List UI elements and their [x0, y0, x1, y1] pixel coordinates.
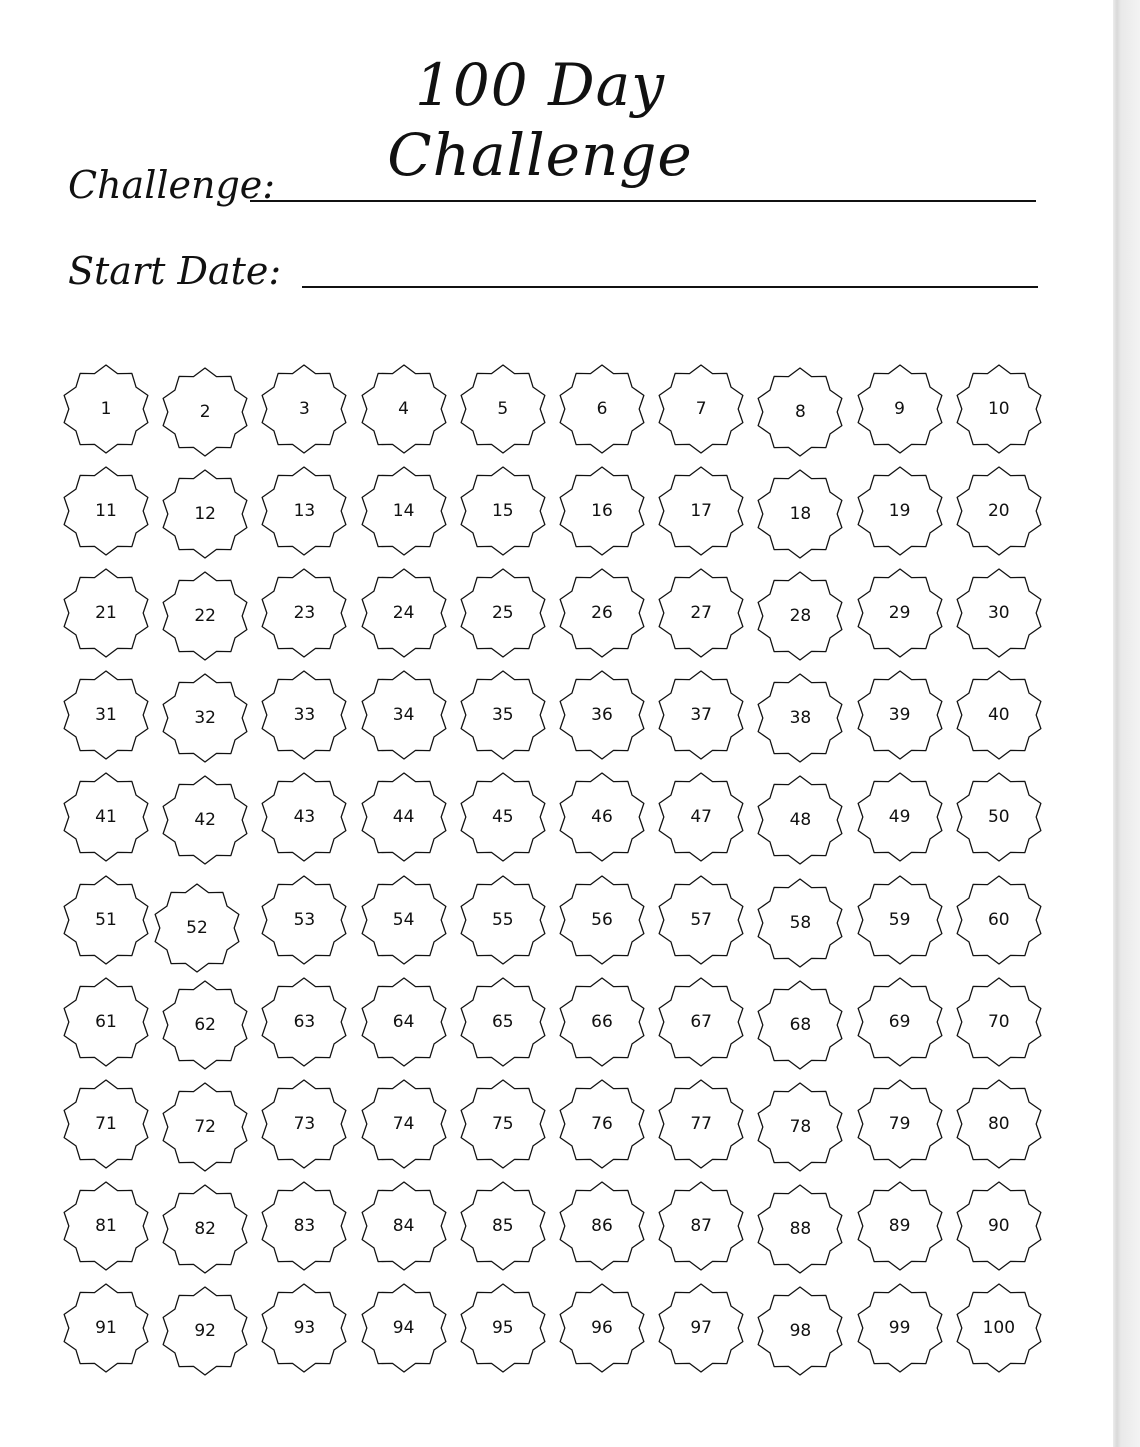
- day-badge[interactable]: [755, 1082, 845, 1172]
- day-number: 69: [888, 1011, 911, 1032]
- day-badge[interactable]: [855, 977, 945, 1067]
- day-badge[interactable]: [61, 1181, 151, 1271]
- day-number: 27: [690, 603, 712, 624]
- day-badge[interactable]: [755, 1184, 845, 1274]
- day-badge[interactable]: [259, 364, 349, 454]
- day-badge[interactable]: [458, 670, 548, 760]
- day-badge[interactable]: [359, 1181, 449, 1271]
- day-badge[interactable]: [557, 977, 647, 1067]
- day-badge[interactable]: [160, 980, 250, 1070]
- day-number: 49: [888, 807, 911, 828]
- day-badge[interactable]: [557, 1181, 647, 1271]
- day-number: 67: [690, 1011, 712, 1032]
- day-badge[interactable]: [656, 670, 746, 760]
- day-number: 95: [491, 1317, 514, 1338]
- day-badge[interactable]: [557, 772, 647, 862]
- day-number: 66: [591, 1011, 613, 1032]
- day-badge[interactable]: [954, 977, 1044, 1067]
- day-badge[interactable]: [458, 364, 548, 454]
- day-badge[interactable]: [160, 775, 250, 865]
- day-number: 56: [591, 909, 613, 930]
- day-number: 71: [95, 1113, 117, 1134]
- day-number: 2: [199, 402, 211, 422]
- day-badge[interactable]: [954, 875, 1044, 965]
- day-number: 48: [789, 810, 812, 831]
- day-number: 31: [95, 705, 117, 726]
- day-number: 60: [987, 909, 1010, 930]
- day-badge[interactable]: [557, 364, 647, 454]
- day-badge[interactable]: [954, 772, 1044, 862]
- day-number: 47: [690, 807, 712, 828]
- day-number: 59: [888, 909, 911, 930]
- day-badge[interactable]: [160, 1184, 250, 1274]
- day-badge[interactable]: [755, 878, 845, 968]
- day-number: 22: [194, 606, 216, 627]
- day-number: 53: [293, 909, 316, 930]
- day-number: 4: [398, 399, 409, 419]
- day-badge[interactable]: [656, 568, 746, 658]
- day-badge[interactable]: [557, 568, 647, 658]
- day-number: 18: [789, 504, 812, 525]
- day-number: 46: [591, 807, 613, 828]
- day-number: 98: [789, 1320, 812, 1341]
- day-badge[interactable]: [152, 883, 242, 973]
- day-badge[interactable]: [954, 1079, 1044, 1169]
- day-badge[interactable]: [359, 364, 449, 454]
- day-number: 23: [293, 603, 316, 624]
- day-number: 34: [392, 705, 415, 726]
- day-number: 11: [95, 501, 117, 522]
- day-badge[interactable]: [656, 364, 746, 454]
- day-badge[interactable]: [61, 670, 151, 760]
- day-badge[interactable]: [755, 367, 845, 457]
- day-number: 52: [186, 918, 208, 938]
- day-number: 80: [987, 1113, 1010, 1134]
- day-number: 94: [392, 1317, 415, 1338]
- day-badge[interactable]: [656, 875, 746, 965]
- start-date-label: Start Date:: [68, 249, 282, 293]
- day-number: 9: [894, 399, 905, 419]
- day-number: 43: [293, 807, 316, 828]
- day-badge[interactable]: [954, 1283, 1044, 1373]
- day-number: 40: [987, 705, 1010, 726]
- day-number: 28: [789, 606, 812, 627]
- day-number: 57: [690, 909, 712, 930]
- day-badge[interactable]: [259, 875, 349, 965]
- day-number: 20: [987, 501, 1010, 522]
- day-number: 84: [392, 1215, 415, 1236]
- day-number: 41: [95, 807, 117, 828]
- day-number: 75: [491, 1113, 514, 1134]
- day-badge[interactable]: [855, 1283, 945, 1373]
- day-badge[interactable]: [61, 977, 151, 1067]
- day-badge[interactable]: [855, 1079, 945, 1169]
- day-badge[interactable]: [160, 1286, 250, 1376]
- day-badge[interactable]: [458, 568, 548, 658]
- day-badge[interactable]: [259, 772, 349, 862]
- day-badge[interactable]: [656, 772, 746, 862]
- day-badge[interactable]: [259, 1283, 349, 1373]
- day-badge[interactable]: [259, 1079, 349, 1169]
- day-number: 44: [392, 807, 415, 828]
- day-badge[interactable]: [259, 1181, 349, 1271]
- day-number: 7: [695, 399, 707, 419]
- day-badge[interactable]: [61, 568, 151, 658]
- day-number: 16: [591, 501, 613, 522]
- day-badge[interactable]: [160, 1082, 250, 1172]
- day-number: 82: [194, 1218, 216, 1239]
- day-badge[interactable]: [259, 977, 349, 1067]
- day-badge[interactable]: [557, 1079, 647, 1169]
- day-badge[interactable]: [656, 1181, 746, 1271]
- day-badge[interactable]: [359, 977, 449, 1067]
- day-badge[interactable]: [160, 367, 250, 457]
- day-number: 65: [491, 1011, 514, 1032]
- day-number: 25: [491, 603, 514, 624]
- day-badge[interactable]: [359, 670, 449, 760]
- day-badge[interactable]: [855, 568, 945, 658]
- day-badge[interactable]: [259, 670, 349, 760]
- day-badge[interactable]: [557, 1283, 647, 1373]
- day-number: 21: [95, 603, 117, 624]
- day-number: 30: [987, 603, 1010, 624]
- day-badge[interactable]: [954, 466, 1044, 556]
- day-badge[interactable]: [359, 466, 449, 556]
- day-number: 12: [194, 504, 216, 525]
- page-title: 100 Day Challenge: [387, 51, 693, 189]
- day-badge[interactable]: [656, 1079, 746, 1169]
- day-number: 91: [95, 1317, 117, 1338]
- day-badge[interactable]: [656, 1283, 746, 1373]
- day-badge[interactable]: [855, 1181, 945, 1271]
- day-number: 88: [789, 1218, 812, 1239]
- day-number: 3: [298, 399, 310, 419]
- day-number: 1: [100, 399, 112, 419]
- day-badge[interactable]: [61, 466, 151, 556]
- day-number: 64: [392, 1011, 415, 1032]
- day-number: 70: [987, 1011, 1010, 1032]
- day-number: 86: [591, 1215, 613, 1236]
- day-number: 14: [392, 501, 415, 522]
- day-number: 77: [690, 1113, 712, 1134]
- day-number: 38: [789, 708, 812, 729]
- day-number: 15: [491, 501, 514, 522]
- day-badge[interactable]: [458, 875, 548, 965]
- day-badge[interactable]: [359, 875, 449, 965]
- day-number: 19: [888, 501, 911, 522]
- day-number: 99: [888, 1317, 911, 1338]
- day-number: 93: [293, 1317, 316, 1338]
- day-badge[interactable]: [160, 673, 250, 763]
- day-badge[interactable]: [458, 1181, 548, 1271]
- day-number: 62: [194, 1014, 216, 1035]
- day-number: 83: [293, 1215, 316, 1236]
- day-number: 58: [789, 912, 812, 933]
- day-number: 45: [491, 807, 514, 828]
- day-number: 85: [491, 1215, 514, 1236]
- day-number: 5: [497, 399, 509, 419]
- day-number: 17: [690, 501, 712, 522]
- day-badge[interactable]: [61, 1079, 151, 1169]
- day-number: 87: [690, 1215, 712, 1236]
- day-badge[interactable]: [61, 875, 151, 965]
- day-badge[interactable]: [458, 466, 548, 556]
- day-badge[interactable]: [755, 1286, 845, 1376]
- day-badge[interactable]: [855, 670, 945, 760]
- day-number: 81: [95, 1215, 117, 1236]
- day-badge[interactable]: [755, 775, 845, 865]
- day-number: 79: [888, 1113, 911, 1134]
- day-number: 78: [789, 1116, 812, 1137]
- day-badge[interactable]: [557, 670, 647, 760]
- day-number: 39: [888, 705, 911, 726]
- day-number: 50: [987, 807, 1010, 828]
- day-number: 74: [392, 1113, 415, 1134]
- day-badge[interactable]: [954, 670, 1044, 760]
- day-badge[interactable]: [259, 568, 349, 658]
- day-badge[interactable]: [458, 772, 548, 862]
- day-badge[interactable]: [359, 568, 449, 658]
- day-number: 42: [194, 810, 216, 831]
- day-number: 32: [194, 708, 216, 729]
- day-badge[interactable]: [359, 772, 449, 862]
- day-badge[interactable]: [61, 1283, 151, 1373]
- day-badge[interactable]: [160, 469, 250, 559]
- day-badge[interactable]: [755, 673, 845, 763]
- day-number: 6: [596, 399, 608, 419]
- day-number: 100: [982, 1317, 1016, 1338]
- day-number: 35: [491, 705, 514, 726]
- day-badge[interactable]: [855, 875, 945, 965]
- day-number: 36: [591, 705, 613, 726]
- day-number: 68: [789, 1014, 812, 1035]
- day-number: 8: [794, 402, 806, 422]
- day-number: 61: [95, 1011, 117, 1032]
- day-badge[interactable]: [557, 875, 647, 965]
- day-number: 24: [392, 603, 415, 624]
- day-number: 26: [591, 603, 613, 624]
- day-number: 76: [591, 1113, 613, 1134]
- day-badge[interactable]: [954, 1181, 1044, 1271]
- day-number: 33: [293, 705, 316, 726]
- day-number: 89: [888, 1215, 911, 1236]
- day-number: 96: [591, 1317, 613, 1338]
- day-number: 92: [194, 1320, 216, 1341]
- day-number: 73: [293, 1113, 316, 1134]
- day-number: 97: [690, 1317, 712, 1338]
- day-number: 54: [392, 909, 415, 930]
- day-badge[interactable]: [755, 571, 845, 661]
- day-badge[interactable]: [755, 980, 845, 1070]
- day-number: 29: [888, 603, 911, 624]
- day-badge[interactable]: [855, 364, 945, 454]
- day-badge[interactable]: [359, 1079, 449, 1169]
- day-badge[interactable]: [61, 772, 151, 862]
- day-badge[interactable]: [954, 364, 1044, 454]
- day-number: 13: [293, 501, 316, 522]
- day-badge[interactable]: [755, 469, 845, 559]
- day-badge[interactable]: [855, 772, 945, 862]
- day-number: 10: [987, 399, 1010, 419]
- day-badge[interactable]: [458, 1283, 548, 1373]
- day-number: 37: [690, 705, 712, 726]
- day-badge[interactable]: [259, 466, 349, 556]
- day-badge[interactable]: [656, 977, 746, 1067]
- day-badge[interactable]: [160, 571, 250, 661]
- day-badge[interactable]: [458, 977, 548, 1067]
- challenge-label: Challenge:: [68, 163, 276, 207]
- day-number: 51: [95, 909, 117, 930]
- day-number: 55: [491, 909, 514, 930]
- day-badge[interactable]: [954, 568, 1044, 658]
- day-badge[interactable]: [61, 364, 151, 454]
- day-number: 72: [194, 1116, 216, 1137]
- day-number: 63: [293, 1011, 316, 1032]
- day-badge[interactable]: [656, 466, 746, 556]
- day-badge[interactable]: [458, 1079, 548, 1169]
- day-number: 90: [987, 1215, 1010, 1236]
- day-badge[interactable]: [855, 466, 945, 556]
- day-badge[interactable]: [557, 466, 647, 556]
- day-badge[interactable]: [359, 1283, 449, 1373]
